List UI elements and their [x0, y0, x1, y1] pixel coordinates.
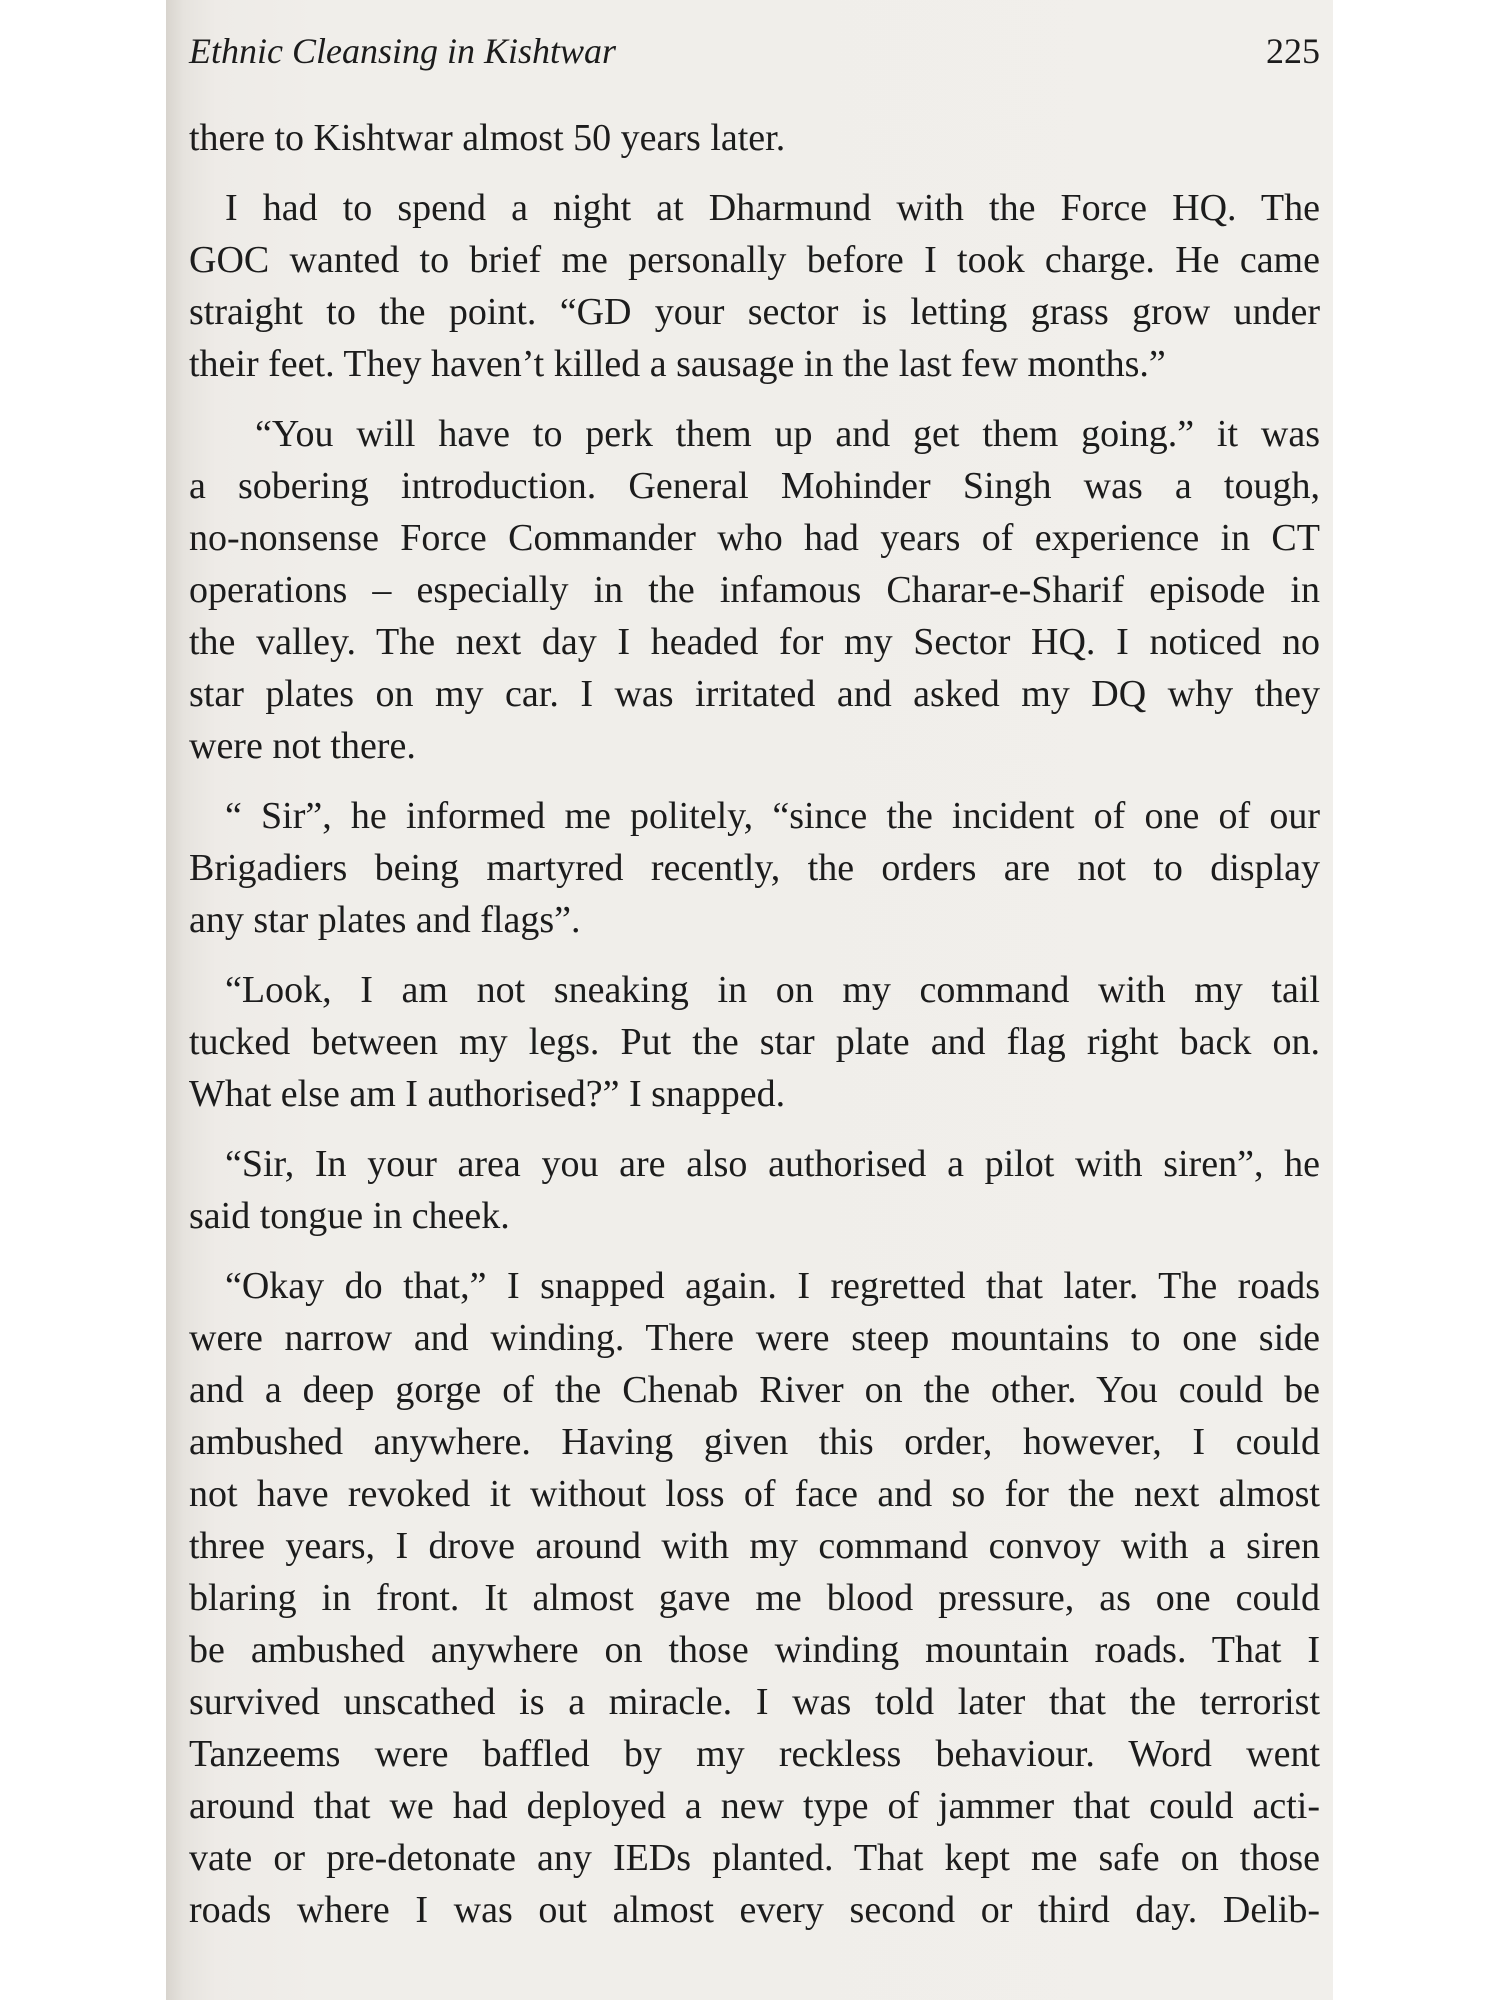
text-line: GOC wanted to brief me personally before I took charge. He came [189, 239, 1320, 281]
paragraph [189, 408, 1320, 772]
text-line: “You will have to perk them up and get them going.” it was [255, 413, 1320, 455]
paragraph [189, 1138, 1320, 1242]
text-line: around that we had deployed a new type of jammer that could acti- [189, 1785, 1320, 1827]
body-text [189, 112, 1320, 1936]
chapter-title: Ethnic Cleansing in Kishtwar [189, 31, 617, 71]
paragraph [189, 790, 1320, 946]
paragraph [189, 1260, 1320, 1936]
running-header [189, 25, 1320, 77]
text-line: “ Sir”, he informed me politely, “since the incident of one of our [225, 795, 1320, 837]
book-page [166, 0, 1333, 2000]
text-line: any star plates and flags”. [189, 899, 581, 941]
text-line: straight to the point. “GD your sector is letting grass grow under [189, 291, 1320, 333]
text-line: were narrow and winding. There were steep mountains to one side [189, 1317, 1320, 1359]
text-line: operations – especially in the infamous Charar-e-Sharif episode in [189, 569, 1320, 611]
text-line: tucked between my legs. Put the star plate and flag right back on. [189, 1021, 1320, 1063]
text-line: no-nonsense Force Commander who had years of experience in CT [189, 517, 1320, 559]
text-line: ambushed anywhere. Having given this order, however, I could [189, 1421, 1320, 1463]
text-line: not have revoked it without loss of face and so for the next almost [189, 1473, 1320, 1515]
text-line: “Look, I am not sneaking in on my command with my tail [225, 969, 1320, 1011]
text-line: roads where I was out almost every second or third day. Delib- [189, 1889, 1320, 1931]
text-line: star plates on my car. I was irritated and asked my DQ why they [189, 673, 1320, 715]
text-line: Tanzeems were baffled by my reckless behaviour. Word went [189, 1733, 1320, 1775]
text-line: What else am I authorised?” I snapped. [189, 1073, 786, 1115]
paragraph [189, 964, 1320, 1120]
text-line: were not there. [189, 725, 416, 767]
paragraph [189, 182, 1320, 390]
text-line: three years, I drove around with my command convoy with a siren [189, 1525, 1320, 1567]
text-line: “Sir, In your area you are also authorised a pilot with siren”, he [225, 1143, 1320, 1185]
text-line: Brigadiers being martyred recently, the orders are not to display [189, 847, 1320, 889]
text-line: survived unscathed is a miracle. I was told later that the terrorist [189, 1681, 1320, 1723]
text-line: be ambushed anywhere on those winding mountain roads. That I [189, 1629, 1320, 1671]
text-line: the valley. The next day I headed for my Sector HQ. I noticed no [189, 621, 1320, 663]
text-line: a sobering introduction. General Mohinder Singh was a tough, [189, 465, 1320, 507]
text-line: and a deep gorge of the Chenab River on the other. You could be [189, 1369, 1320, 1411]
text-line: “Okay do that,” I snapped again. I regretted that later. The roads [225, 1265, 1320, 1307]
page-number: 225 [1266, 31, 1320, 71]
text-line: I had to spend a night at Dharmund with the Force HQ. The [225, 187, 1320, 229]
text-line: blaring in front. It almost gave me blood pressure, as one could [189, 1577, 1320, 1619]
paragraph [189, 112, 1320, 164]
text-line: vate or pre-detonate any IEDs planted. That kept me safe on those [189, 1837, 1320, 1879]
text-line: their feet. They haven’t killed a sausage in the last few months.” [189, 343, 1166, 385]
text-line: said tongue in cheek. [189, 1195, 510, 1237]
text-line: there to Kishtwar almost 50 years later. [189, 117, 786, 159]
